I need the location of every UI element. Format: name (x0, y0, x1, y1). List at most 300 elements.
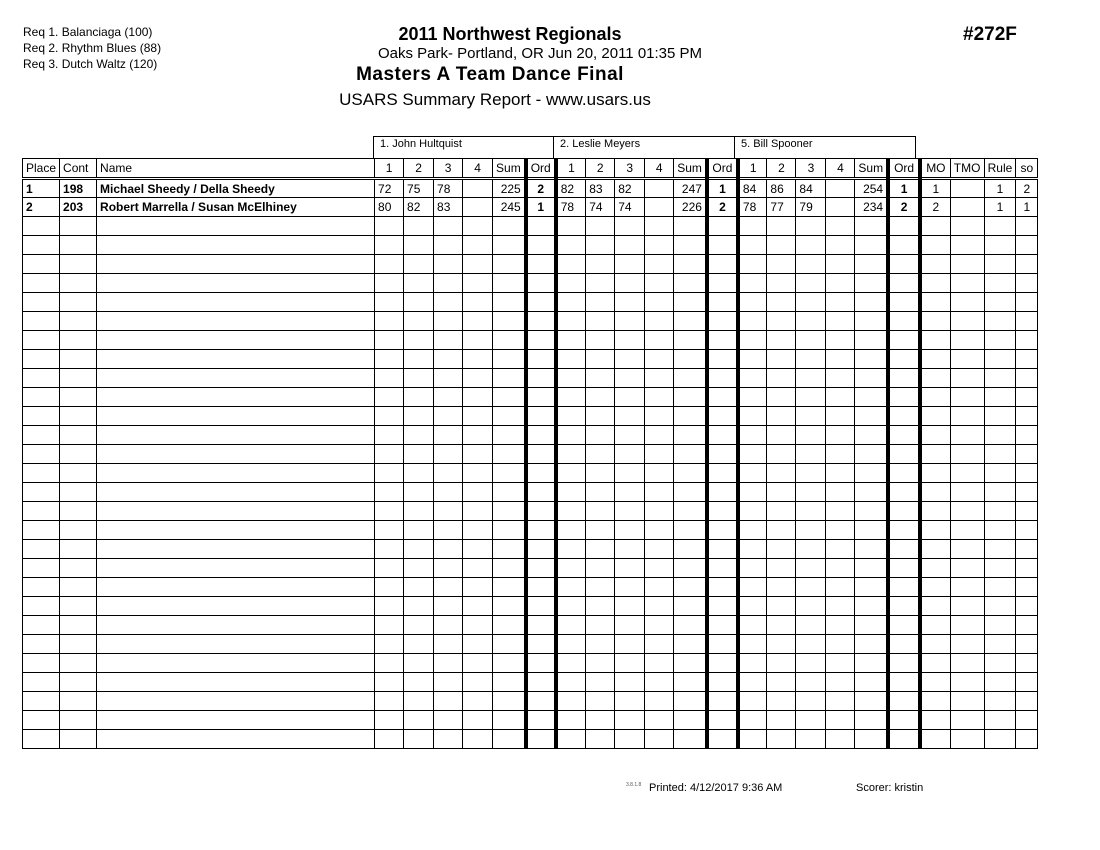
empty-cell (97, 236, 375, 255)
empty-cell (674, 559, 707, 578)
empty-cell (738, 483, 767, 502)
sum-cell: 247 (674, 179, 707, 198)
empty-cell (738, 312, 767, 331)
empty-cell (23, 711, 60, 730)
empty-cell (556, 597, 586, 616)
empty-cell (796, 692, 826, 711)
empty-cell (60, 635, 97, 654)
empty-cell (796, 730, 826, 749)
empty-cell (888, 673, 920, 692)
empty-cell (984, 730, 1016, 749)
score-cell (463, 198, 493, 217)
empty-cell (463, 255, 493, 274)
header-j2-d4: 4 (645, 159, 674, 179)
empty-cell (920, 540, 950, 559)
empty-cell (826, 331, 855, 350)
empty-cell (556, 255, 586, 274)
empty-cell (767, 331, 796, 350)
empty-cell (826, 521, 855, 540)
empty-cell (645, 274, 674, 293)
empty-cell (23, 692, 60, 711)
score-cell: 84 (738, 179, 767, 198)
score-cell (826, 198, 855, 217)
empty-cell (1016, 673, 1038, 692)
mo-cell: 1 (920, 179, 950, 198)
empty-cell (493, 255, 526, 274)
empty-cell (60, 426, 97, 445)
empty-cell (826, 616, 855, 635)
empty-cell (707, 711, 738, 730)
empty-cell (1016, 711, 1038, 730)
empty-cell (645, 692, 674, 711)
empty-cell (888, 236, 920, 255)
empty-cell (674, 312, 707, 331)
empty-cell (767, 255, 796, 274)
empty-cell (434, 540, 463, 559)
empty-cell (434, 331, 463, 350)
empty-row (23, 217, 1038, 236)
empty-cell (920, 654, 950, 673)
empty-cell (556, 312, 586, 331)
empty-cell (463, 217, 493, 236)
empty-cell (615, 540, 645, 559)
empty-cell (796, 369, 826, 388)
empty-cell (674, 635, 707, 654)
empty-cell (493, 616, 526, 635)
empty-cell (526, 388, 556, 407)
empty-cell (434, 217, 463, 236)
empty-cell (855, 312, 888, 331)
empty-cell (767, 388, 796, 407)
empty-cell (645, 483, 674, 502)
empty-cell (23, 407, 60, 426)
empty-row (23, 711, 1038, 730)
empty-cell (984, 350, 1016, 369)
empty-cell (434, 464, 463, 483)
empty-cell (493, 274, 526, 293)
empty-cell (493, 578, 526, 597)
empty-cell (434, 521, 463, 540)
empty-cell (674, 578, 707, 597)
sum-cell: 225 (493, 179, 526, 198)
score-cell: 74 (615, 198, 645, 217)
empty-cell (645, 293, 674, 312)
empty-cell (586, 578, 615, 597)
empty-cell (674, 464, 707, 483)
empty-cell (950, 426, 984, 445)
rule-cell: 1 (984, 198, 1016, 217)
empty-cell (615, 426, 645, 445)
empty-cell (888, 540, 920, 559)
empty-cell (556, 559, 586, 578)
empty-cell (493, 711, 526, 730)
empty-cell (674, 692, 707, 711)
empty-cell (434, 388, 463, 407)
empty-cell (375, 654, 404, 673)
empty-cell (23, 521, 60, 540)
empty-cell (767, 236, 796, 255)
empty-cell (826, 711, 855, 730)
empty-cell (855, 483, 888, 502)
empty-cell (615, 483, 645, 502)
name-cell: Michael Sheedy / Della Sheedy (97, 179, 375, 198)
empty-cell (526, 673, 556, 692)
empty-cell (645, 255, 674, 274)
empty-cell (526, 255, 556, 274)
empty-cell (796, 293, 826, 312)
empty-cell (707, 217, 738, 236)
empty-cell (586, 331, 615, 350)
empty-cell (826, 350, 855, 369)
empty-cell (463, 502, 493, 521)
empty-cell (888, 711, 920, 730)
empty-cell (888, 312, 920, 331)
empty-cell (645, 236, 674, 255)
empty-cell (463, 635, 493, 654)
empty-row (23, 692, 1038, 711)
header-place: Place (23, 159, 60, 179)
venue-datetime: Oaks Park- Portland, OR Jun 20, 2011 01:35 PM (377, 45, 703, 62)
empty-cell (920, 274, 950, 293)
empty-cell (888, 350, 920, 369)
empty-cell (556, 293, 586, 312)
empty-cell (767, 293, 796, 312)
empty-cell (707, 597, 738, 616)
empty-cell (404, 711, 434, 730)
empty-cell (950, 407, 984, 426)
header-j3-sum: Sum (855, 159, 888, 179)
empty-cell (888, 597, 920, 616)
empty-cell (556, 635, 586, 654)
empty-cell (920, 464, 950, 483)
header-j1-sum: Sum (493, 159, 526, 179)
empty-cell (888, 521, 920, 540)
empty-cell (23, 483, 60, 502)
empty-cell (1016, 730, 1038, 749)
empty-cell (586, 673, 615, 692)
empty-row (23, 540, 1038, 559)
empty-cell (434, 673, 463, 692)
empty-cell (97, 312, 375, 331)
empty-cell (556, 578, 586, 597)
empty-cell (434, 711, 463, 730)
empty-row (23, 559, 1038, 578)
empty-cell (738, 445, 767, 464)
empty-cell (586, 711, 615, 730)
empty-cell (888, 331, 920, 350)
empty-cell (60, 597, 97, 616)
empty-row (23, 654, 1038, 673)
empty-cell (463, 274, 493, 293)
empty-cell (526, 521, 556, 540)
empty-cell (767, 673, 796, 692)
empty-cell (60, 521, 97, 540)
empty-cell (767, 730, 796, 749)
empty-cell (493, 483, 526, 502)
empty-cell (707, 730, 738, 749)
empty-cell (645, 369, 674, 388)
empty-cell (796, 331, 826, 350)
empty-cell (23, 464, 60, 483)
empty-cell (645, 559, 674, 578)
empty-cell (404, 597, 434, 616)
empty-cell (950, 217, 984, 236)
empty-cell (707, 293, 738, 312)
empty-cell (1016, 616, 1038, 635)
ord-cell: 2 (526, 179, 556, 198)
header-j2-sum: Sum (674, 159, 707, 179)
empty-cell (615, 388, 645, 407)
empty-row (23, 407, 1038, 426)
score-cell: 83 (586, 179, 615, 198)
empty-cell (97, 369, 375, 388)
empty-cell (950, 236, 984, 255)
header-j2-d1: 1 (556, 159, 586, 179)
empty-row (23, 255, 1038, 274)
empty-cell (674, 350, 707, 369)
empty-cell (645, 730, 674, 749)
empty-cell (586, 635, 615, 654)
empty-cell (615, 350, 645, 369)
empty-cell (615, 464, 645, 483)
cont-cell: 203 (60, 198, 97, 217)
empty-cell (645, 388, 674, 407)
empty-cell (615, 312, 645, 331)
empty-cell (855, 426, 888, 445)
empty-cell (645, 502, 674, 521)
name-cell: Robert Marrella / Susan McElhiney (97, 198, 375, 217)
empty-cell (556, 502, 586, 521)
empty-cell (434, 407, 463, 426)
empty-cell (950, 312, 984, 331)
empty-cell (920, 578, 950, 597)
empty-cell (855, 369, 888, 388)
empty-cell (855, 388, 888, 407)
empty-cell (60, 730, 97, 749)
empty-row (23, 464, 1038, 483)
empty-cell (920, 635, 950, 654)
so-cell: 2 (1016, 179, 1038, 198)
empty-cell (674, 293, 707, 312)
empty-cell (404, 236, 434, 255)
empty-cell (526, 711, 556, 730)
empty-cell (738, 521, 767, 540)
sum-cell: 234 (855, 198, 888, 217)
empty-cell (767, 540, 796, 559)
empty-cell (615, 236, 645, 255)
empty-cell (674, 445, 707, 464)
score-cell: 78 (738, 198, 767, 217)
empty-cell (888, 616, 920, 635)
empty-cell (615, 597, 645, 616)
empty-cell (826, 274, 855, 293)
empty-cell (738, 502, 767, 521)
empty-cell (738, 407, 767, 426)
score-cell: 86 (767, 179, 796, 198)
empty-cell (767, 312, 796, 331)
empty-cell (855, 464, 888, 483)
empty-cell (556, 274, 586, 293)
empty-cell (586, 369, 615, 388)
empty-cell (556, 407, 586, 426)
empty-cell (674, 673, 707, 692)
empty-cell (888, 483, 920, 502)
empty-cell (434, 559, 463, 578)
empty-cell (375, 407, 404, 426)
empty-cell (404, 616, 434, 635)
empty-cell (493, 730, 526, 749)
empty-cell (920, 236, 950, 255)
empty-cell (984, 388, 1016, 407)
empty-cell (375, 217, 404, 236)
score-cell: 77 (767, 198, 796, 217)
empty-row (23, 350, 1038, 369)
score-cell: 79 (796, 198, 826, 217)
empty-cell (707, 635, 738, 654)
empty-cell (767, 445, 796, 464)
empty-cell (615, 654, 645, 673)
empty-cell (97, 540, 375, 559)
empty-cell (950, 255, 984, 274)
empty-cell (707, 274, 738, 293)
empty-cell (615, 692, 645, 711)
empty-cell (855, 407, 888, 426)
empty-cell (920, 730, 950, 749)
empty-cell (97, 673, 375, 692)
empty-cell (826, 597, 855, 616)
empty-cell (984, 445, 1016, 464)
empty-cell (463, 597, 493, 616)
empty-cell (23, 540, 60, 559)
empty-cell (615, 331, 645, 350)
header-name: Name (97, 159, 375, 179)
empty-cell (526, 578, 556, 597)
empty-cell (767, 407, 796, 426)
empty-cell (950, 635, 984, 654)
competition-title: 2011 Northwest Regionals (398, 24, 622, 44)
empty-cell (826, 426, 855, 445)
empty-cell (767, 483, 796, 502)
empty-cell (23, 217, 60, 236)
empty-cell (767, 426, 796, 445)
empty-cell (950, 521, 984, 540)
empty-cell (645, 217, 674, 236)
empty-cell (60, 673, 97, 692)
sum-cell: 245 (493, 198, 526, 217)
empty-cell (375, 559, 404, 578)
empty-row (23, 521, 1038, 540)
empty-cell (97, 711, 375, 730)
empty-cell (615, 730, 645, 749)
empty-cell (493, 464, 526, 483)
empty-cell (796, 711, 826, 730)
empty-cell (526, 407, 556, 426)
empty-cell (404, 559, 434, 578)
empty-cell (645, 540, 674, 559)
place-cell: 1 (23, 179, 60, 198)
empty-cell (493, 236, 526, 255)
empty-cell (950, 673, 984, 692)
score-cell: 82 (404, 198, 434, 217)
empty-cell (434, 483, 463, 502)
empty-cell (586, 464, 615, 483)
empty-cell (375, 274, 404, 293)
empty-row (23, 730, 1038, 749)
empty-cell (586, 540, 615, 559)
empty-cell (404, 217, 434, 236)
empty-cell (375, 312, 404, 331)
header-j1-d2: 2 (404, 159, 434, 179)
empty-cell (826, 445, 855, 464)
empty-cell (23, 350, 60, 369)
empty-cell (920, 673, 950, 692)
empty-cell (645, 578, 674, 597)
empty-cell (826, 312, 855, 331)
empty-cell (23, 635, 60, 654)
empty-cell (434, 293, 463, 312)
empty-cell (60, 236, 97, 255)
empty-cell (984, 559, 1016, 578)
empty-row (23, 331, 1038, 350)
empty-cell (463, 312, 493, 331)
empty-cell (463, 521, 493, 540)
empty-cell (645, 635, 674, 654)
header-j1-ord: Ord (526, 159, 556, 179)
empty-cell (1016, 293, 1038, 312)
empty-row (23, 673, 1038, 692)
empty-cell (375, 445, 404, 464)
empty-cell (526, 559, 556, 578)
empty-cell (767, 502, 796, 521)
empty-cell (23, 730, 60, 749)
mo-cell: 2 (920, 198, 950, 217)
empty-cell (1016, 692, 1038, 711)
empty-cell (796, 407, 826, 426)
empty-cell (855, 331, 888, 350)
empty-cell (1016, 464, 1038, 483)
empty-cell (404, 673, 434, 692)
empty-cell (674, 426, 707, 445)
empty-cell (434, 597, 463, 616)
empty-cell (434, 692, 463, 711)
ord-cell: 1 (888, 179, 920, 198)
header-j1-d4: 4 (463, 159, 493, 179)
empty-cell (375, 597, 404, 616)
empty-cell (707, 407, 738, 426)
empty-cell (23, 616, 60, 635)
empty-cell (888, 274, 920, 293)
empty-cell (615, 711, 645, 730)
empty-cell (60, 502, 97, 521)
empty-cell (463, 692, 493, 711)
report-title: USARS Summary Report - www.usars.us (339, 90, 651, 109)
empty-cell (463, 616, 493, 635)
empty-cell (888, 692, 920, 711)
empty-cell (404, 654, 434, 673)
empty-cell (707, 521, 738, 540)
empty-cell (556, 730, 586, 749)
empty-cell (984, 255, 1016, 274)
empty-cell (493, 217, 526, 236)
empty-cell (1016, 236, 1038, 255)
score-cell: 82 (556, 179, 586, 198)
score-cell: 75 (404, 179, 434, 198)
score-cell (645, 179, 674, 198)
empty-cell (375, 730, 404, 749)
empty-row (23, 293, 1038, 312)
empty-cell (404, 464, 434, 483)
empty-cell (375, 293, 404, 312)
